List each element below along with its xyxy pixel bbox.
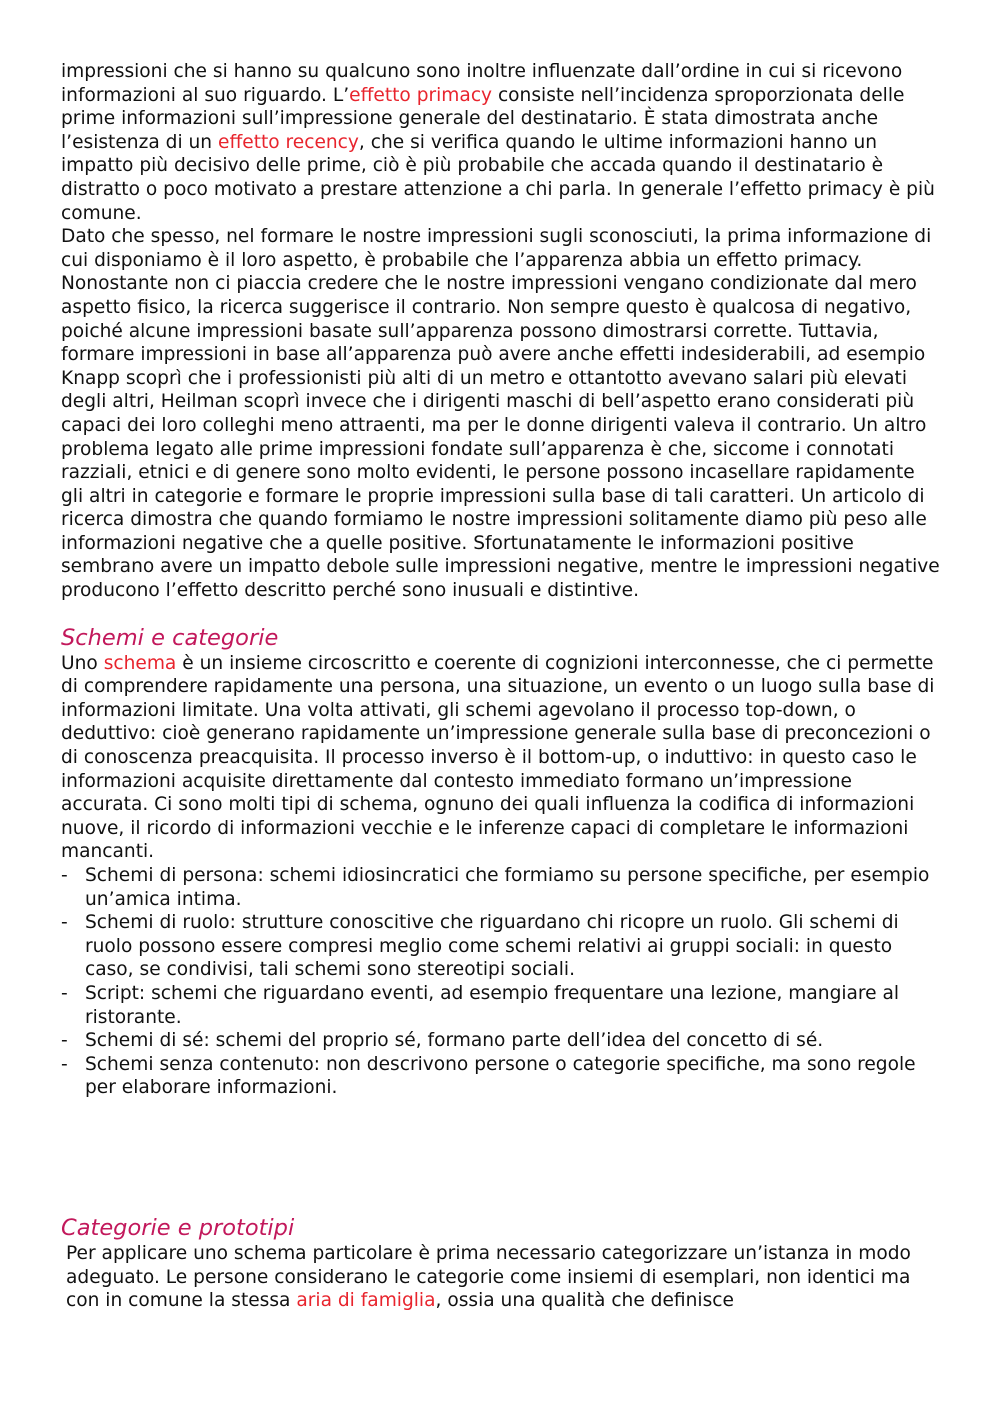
- list-item-text: Schemi di ruolo: strutture conoscitive che riguardano chi ricopre un ruolo. Gli schemi di ruolo possono essere compresi meglio come schemi relativi ai gruppi sociali: in questo caso, se condivisi, tali schemi sono stereotipi sociali.: [85, 912, 899, 981]
- list-item-text: Schemi di sé: schemi del proprio sé, formano parte dell’idea del concetto di sé.: [85, 1030, 824, 1052]
- term-aria-di-famiglia: aria di famiglia: [296, 1290, 436, 1312]
- list-item-persona: [61, 864, 941, 911]
- text-run: , ossia una qualità che definisce: [435, 1290, 734, 1312]
- list-item-ruolo: [61, 911, 941, 982]
- text-run: impressioni che si hanno su qualcuno sono inoltre influenzate dall’ordine in cui si ricevono informazioni al suo riguardo. L’: [61, 61, 903, 106]
- paragraph-primacy-recency: [61, 60, 941, 225]
- section-title-schemi: Schemi e categorie: [61, 624, 279, 651]
- paragraph-schema: [61, 652, 941, 864]
- list-item-text: Schemi senza contenuto: non descrivono persone o categorie specifiche, ma sono regole per elaborare informazioni.: [85, 1053, 916, 1099]
- text-run: Per applicare uno schema particolare è prima necessario categorizzare un’istanza in modo adeguato. Le persone considerano le categorie come insiemi di esemplari, non identici ma con in comune la stessa: [66, 1242, 911, 1312]
- text-run: è un insieme circoscritto e coerente di cognizioni interconnesse, che ci permette di comprendere rapidamente una persona, una situazione, un evento o un luogo sulla base di informazioni limitate. Una volta attivati, gli schemi agevolano il processo top-down, o deduttivo: cioè generano rapidamente un’impressione generale sulla base di preconcezioni o di conoscenza preacquisita. Il processo inverso è il bottom-up, o induttivo: in questo caso le informazioni acquisite direttamente dal contesto immediato formano un’impressione accurata. Ci sono molti tipi di schema, ognuno dei quali influenza la codifica di informazioni nuove, il ricordo di informazioni vecchie e le inferenze capaci di completare le informazioni mancanti.: [61, 652, 935, 863]
- text-run: consiste nell’incidenza sproporzionata delle prime informazioni sull’impressione generale del destinatario. È stata dimostrata anche l’esistenza di un: [61, 84, 905, 153]
- list-item-se: [61, 1029, 941, 1053]
- list-item-script: [61, 982, 941, 1029]
- spacer: [61, 603, 941, 624]
- bullet-dash: -: [61, 1030, 68, 1052]
- text-run: , che si verifica quando le ultime informazioni hanno un impatto più decisivo delle prime, ciò è più probabile che accada quando il destinatario è distratto o poco motivato a prestare attenzione a chi parla. In generale l’effetto primacy è più comune.: [61, 131, 935, 224]
- term-schema: schema: [103, 652, 177, 674]
- list-item-text: Script: schemi che riguardano eventi, ad esempio frequentare una lezione, mangiare al ristorante.: [85, 982, 900, 1028]
- bullet-dash: -: [61, 1053, 68, 1075]
- bullet-dash: -: [61, 865, 68, 886]
- paragraph-apparenza: Dato che spesso, nel formare le nostre impressioni sugli sconosciuti, la prima informazione di cui disponiamo è il loro aspetto, è probabile che l’apparenza abbia un effetto primacy. Nonostante non ci piaccia credere che le nostre impressioni vengano condizionate dal mero aspetto fisico, la ricerca suggerisce il contrario. Non sempre questo è qualcosa di negativo, poiché alcune impressioni basate sull’apparenza possono dimostrarsi corrette. Tuttavia, formare impressioni in base all’apparenza può avere anche effetti indesiderabili, ad esempio Knapp scoprì che i professionisti più alti di un metro e ottantotto avevano salari più elevati degli altri, Heilman scoprì invece che i dirigenti maschi di bell’aspetto erano considerati più capaci dei loro colleghi meno attraenti, ma per le donne dirigenti valeva il contrario. Un altro problema legato alle prime impressioni fondate sull’apparenza è che, siccome i connotati razziali, etnici e di genere sono molto evidenti, le persone possono incasellare rapidamente gli altri in categorie e formare le proprie impressioni sulla base di tali caratteri. Un articolo di ricerca dimostra che quando formiamo le nostre impressioni solitamente diamo più peso alle informazioni negative che a quelle positive. Sfortunatamente le informazioni positive sembrano avere un impatto debole sulle impressioni negative, mentre le impressioni negative producono l’effetto descritto perché sono inusuali e distintive.: [61, 226, 940, 602]
- spacer: [61, 1100, 941, 1214]
- term-effetto-primacy: effetto primacy: [349, 84, 493, 106]
- list-item-senza-contenuto: [61, 1053, 941, 1100]
- bullet-dash: -: [61, 982, 68, 1004]
- term-effetto-recency: effetto recency: [218, 131, 359, 153]
- section-title-categorie: Categorie e prototipi: [61, 1214, 295, 1241]
- list-item-text: Schemi di persona: schemi idiosincratici che formiamo su persone specifiche, per esempio un’amica intima.: [85, 865, 930, 910]
- bullet-dash: -: [61, 912, 68, 934]
- document-page: [61, 60, 941, 1313]
- text-run: Uno: [61, 652, 104, 674]
- paragraph-categorie: [61, 1242, 941, 1313]
- schema-types-list: [61, 864, 941, 1100]
